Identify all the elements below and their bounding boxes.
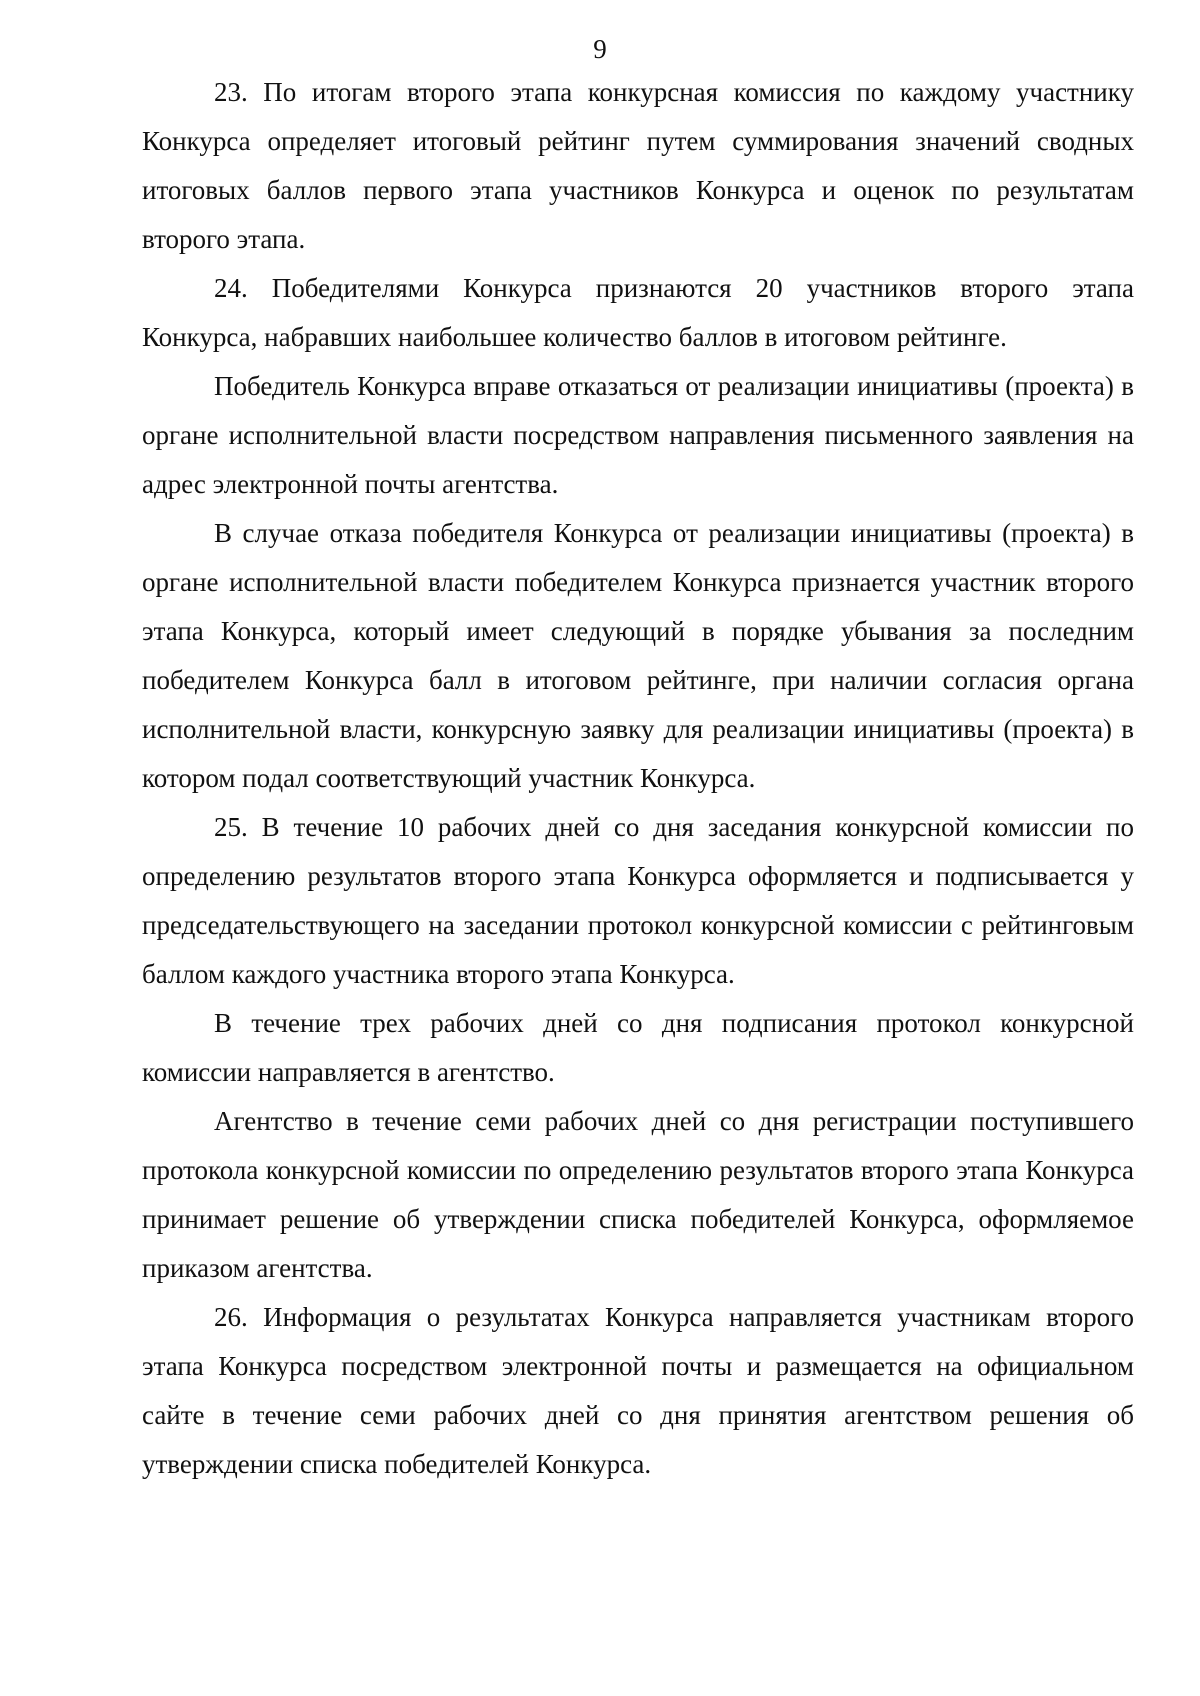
paragraph-refusal-case: В случае отказа победителя Конкурса от реализации инициативы (проекта) в органе исполнительной власти победителем Конкурса признается участник второго этапа Конкурса, который имеет следующий в порядке убывания за последним победителем Конкурса балл в итоговом рейтинге, при наличии согласия органа исполнительной власти, конкурсную заявку для реализации инициативы (проекта) в котором подал соответствующий участник Конкурса. <box>142 518 1134 793</box>
page-number: 9 <box>593 34 607 64</box>
paragraph-26: 26. Информация о результатах Конкурса направляется участникам второго этапа Конкурса посредством электронной почты и размещается на официальном сайте в течение семи рабочих дней со дня принятия агентством решения об утверждении списка победителей Конкурса. <box>142 1302 1134 1479</box>
paragraph-23: 23. По итогам второго этапа конкурсная комиссия по каждому участнику Конкурса определяет итоговый рейтинг путем суммирования значений сводных итоговых баллов первого этапа участников Конкурса и оценок по результатам второго этапа. <box>142 77 1134 254</box>
paragraph-25: 25. В течение 10 рабочих дней со дня заседания конкурсной комиссии по определению результатов второго этапа Конкурса оформляется и подписывается у председательствующего на заседании протокол конкурсной комиссии с рейтинговым баллом каждого участника второго этапа Конкурса. <box>142 812 1134 989</box>
paragraph-winner-refusal: Победитель Конкурса вправе отказаться от реализации инициативы (проекта) в органе исполнительной власти посредством направления письменного заявления на адрес электронной почты агентства. <box>142 371 1134 499</box>
paragraph-protocol-sending: В течение трех рабочих дней со дня подписания протокол конкурсной комиссии направляется в агентство. <box>142 1008 1134 1087</box>
paragraph-agency-decision: Агентство в течение семи рабочих дней со дня регистрации поступившего протокола конкурсной комиссии по определению результатов второго этапа Конкурса принимает решение об утверждении списка победителей Конкурса, оформляемое приказом агентства. <box>142 1106 1134 1283</box>
paragraph-24: 24. Победителями Конкурса признаются 20 участников второго этапа Конкурса, набравших наибольшее количество баллов в итоговом рейтинге. <box>142 273 1134 352</box>
document-body <box>142 68 1134 1489</box>
